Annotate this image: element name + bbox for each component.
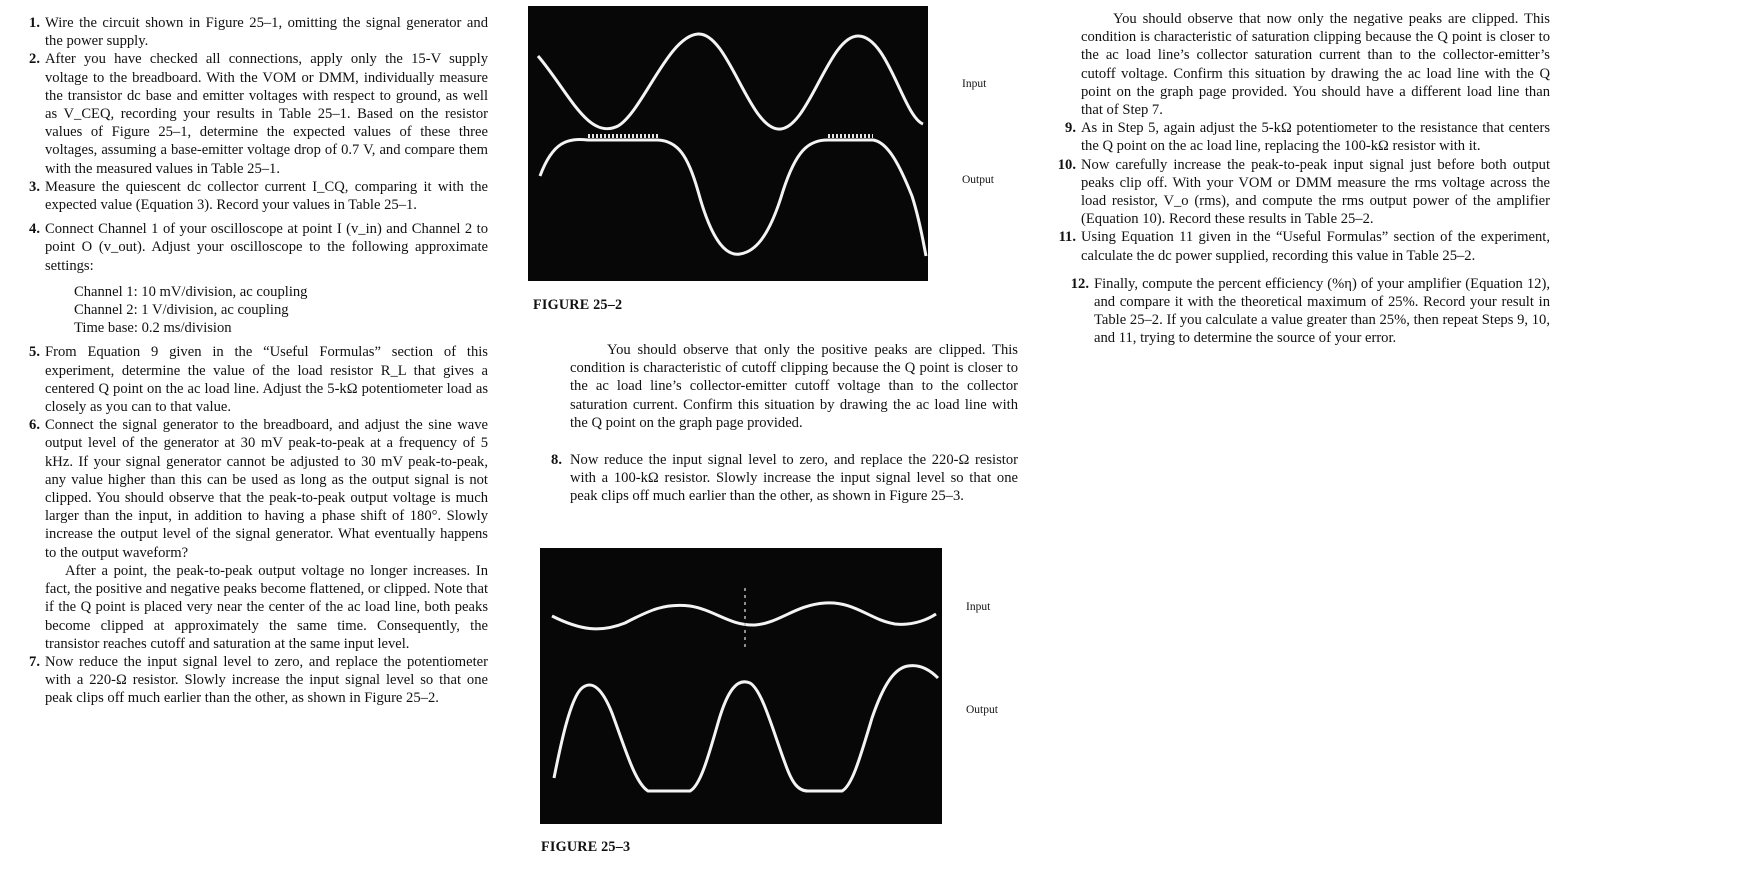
step-8-body	[540, 451, 1018, 506]
step-6	[18, 416, 488, 562]
fig3-input-label: Input	[966, 601, 991, 613]
step-number: 2.	[29, 51, 40, 68]
setting-time-base: Time base: 0.2 ms/division	[74, 320, 232, 337]
fig3-caption: FIGURE 25–3	[541, 839, 631, 855]
fig3-output-label: Output	[966, 704, 998, 716]
oscilloscope-settings	[18, 283, 488, 338]
step-9	[1054, 119, 1550, 155]
figure-25-2-waveforms	[528, 6, 928, 281]
fig2-explanation-text: You should observe that only the positive peaks are clipped. This condition is characteristic of cutoff clipping because the Q point is closer to the ac load line’s collector-emitter cutoff voltage than to the collector saturation current. Confirm this situation by drawing the ac load line with the Q point on the graph page provided.	[570, 342, 1018, 431]
step-text: After you have checked all connections, apply only the 15-V supply voltage to the breadboard. With the VOM or DMM, individually measure the transistor dc base and emitter voltages with respect to ground, as well as V_CEQ, recording your results in Table 25–1. Based on the resistor values of Figure 25–1, determine the expected values of these three voltages, assuming a base-emitter voltage drop of 0.7 V, and compare them with the measured values in Table 25–1.	[45, 51, 488, 177]
step-text: Connect the signal generator to the breadboard, and adjust the sine wave output level of the generator at 30 mV peak-to-peak at a frequency of 5 kHz. If your signal generator cannot be adjusted to 30 mV peak-to-peak, any value higher than this can be used as long as the output signal is not clipped. You should observe that the peak-to-peak output voltage is much larger than the input, in addition to having a phase shift of 180°. Slowly increase the output level of the signal generator. What eventually happens to the output waveform?	[45, 417, 488, 561]
step-7	[18, 653, 488, 708]
fig3-output-trace	[554, 666, 938, 791]
step-text: From Equation 9 given in the “Useful Formulas” section of this experiment, determine the value of the load resistor R_L that gives a centered Q point on the ac load line. Adjust the 5-kΩ potentiometer load as closely as you can to that value.	[45, 344, 488, 416]
fig2-input-label: Input	[962, 78, 987, 90]
step-text: Now carefully increase the peak-to-peak input signal just before both output peaks clip off. With your VOM or DMM measure the rms voltage across the load resistor, V_o (rms), and compute the rms output power of the amplifier (Equation 10). Record these results in Table 25–2.	[1081, 156, 1550, 228]
fig2-caption: FIGURE 25–2	[533, 297, 623, 313]
setting-channel-1: Channel 1: 10 mV/division, ac coupling	[74, 283, 308, 300]
step-1	[18, 14, 488, 50]
step-text: Finally, compute the percent efficiency (%η) of your amplifier (Equation 12), and compare it with the theoretical maximum of 25%. Record your result in Table 25–2. If you calculate a value greater than 25%, then repeat Steps 9, 10, and 11, trying to determine the source of your error.	[1094, 275, 1550, 347]
step-number: 5.	[29, 344, 40, 361]
step-text: Wire the circuit shown in Figure 25–1, omitting the signal generator and the power supply.	[45, 15, 488, 50]
fig2-explanation	[570, 341, 1018, 432]
step-number: 11.	[1058, 229, 1076, 246]
figure-25-3-waveforms	[540, 548, 942, 824]
step-6-cont-text: After a point, the peak-to-peak output voltage no longer increases. In fact, the positive and negative peaks become flattened, or clipped. Note that if the Q point is placed very near the center of the ac load line, both peaks become clipped at approximately the same time. Consequently, the transistor reaches cutoff and saturation at the same input level.	[45, 562, 488, 652]
figure-25-3-scope	[540, 548, 942, 824]
step-text: Now reduce the input signal level to zero, and replace the 220-Ω resistor with a 100-kΩ resistor. Slowly increase the input signal level so that one peak clips off much earlier than the other, as shown in Figure 25–3.	[570, 452, 1018, 505]
step-12	[1054, 275, 1550, 348]
step-number: 9.	[1065, 120, 1076, 137]
step-10	[1054, 156, 1550, 229]
step-text: Using Equation 11 given in the “Useful Formulas” section of the experiment, calculate the dc power supplied, recording this value in Table 25–2.	[1081, 229, 1550, 264]
step-number: 8.	[551, 452, 562, 468]
step-8	[540, 451, 1018, 506]
step-text: Measure the quiescent dc collector current I_CQ, comparing it with the expected value (Equation 3). Record your values in Table 25–1.	[45, 178, 488, 214]
step-number: 6.	[29, 417, 40, 434]
right-column	[1054, 10, 1550, 348]
step-4	[18, 220, 488, 275]
step-text: Connect Channel 1 of your oscilloscope at point I (v_in) and Channel 2 to point O (v_out). Adjust your oscilloscope to the following approximate settings:	[45, 221, 488, 274]
setting-channel-2: Channel 2: 1 V/division, ac coupling	[74, 302, 289, 319]
step-6-continuation	[18, 562, 488, 653]
step-text: Now reduce the input signal level to zero, and replace the potentiometer with a 220-Ω resistor. Slowly increase the input signal level so that one peak clips off much earlier than the other, as shown in Figure 25–2.	[45, 653, 488, 707]
step-number: 10.	[1057, 156, 1076, 173]
fig2-output-label: Output	[962, 174, 994, 186]
step-text: As in Step 5, again adjust the 5-kΩ potentiometer to the resistance that centers the Q point on the ac load line, replacing the 100-kΩ resistor with it.	[1081, 120, 1550, 155]
step-3	[18, 178, 488, 214]
fig3-input-trace	[552, 603, 936, 629]
step-number: 12.	[1070, 275, 1089, 292]
step-5	[18, 343, 488, 416]
step-number: 3.	[29, 178, 40, 195]
step-11	[1054, 228, 1550, 264]
step-2	[18, 50, 488, 177]
left-column	[18, 14, 488, 708]
saturation-clipping-paragraph: You should observe that now only the negative peaks are clipped. This condition is characteristic of saturation clipping because the Q point is closer to the ac load line’s collector saturation current than to the collector-emitter’s cutoff voltage. Confirm this situation by drawing the ac load line with the Q point on the graph page provided. You should have a different load line than that of Step 7.	[1081, 11, 1550, 119]
step-number: 4.	[29, 221, 40, 238]
fig2-output-trace	[540, 140, 926, 256]
step-number: 1.	[29, 15, 40, 31]
step-number: 7.	[29, 653, 40, 670]
fig2-input-trace	[538, 34, 923, 129]
figure-25-2-scope	[528, 6, 928, 281]
